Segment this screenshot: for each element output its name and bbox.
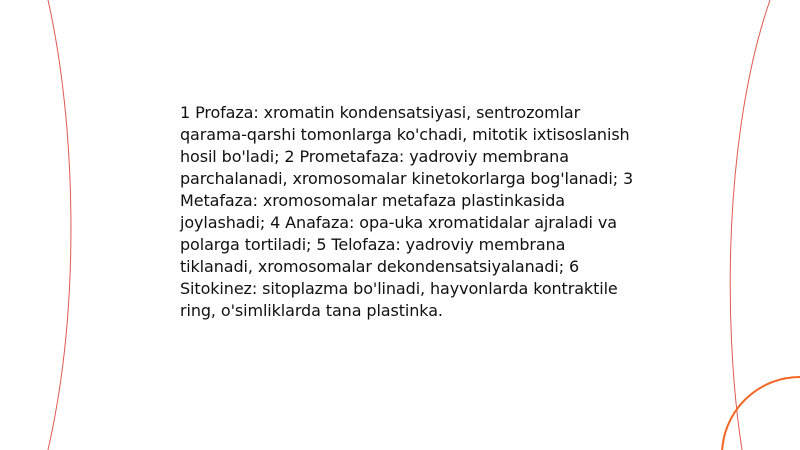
- slide-body-text: 1 Profaza: xromatin kondensatsiyasi, sentrozomlar qarama-qarshi tomonlarga ko'chadi, mitotik ixtisoslanish hosil bo'ladi; 2 Prometafaza: yadroviy membrana parchalanadi, xromosomalar kinetokorlarga bog'lanadi; 3 Metafaza: xromosomalar metafaza plastinkasida joylashadi; 4 Anafaza: opa-uka xromatidalar ajraladi va polarga tortiladi; 5 Telofaza: yadroviy membrana tiklanadi, xromosomalar dekondensatsiyalanadi; 6 Sitokinez: sitoplazma bo'linadi, hayvonlarda kontraktile ring, o'simliklarda tana plastinka.: [180, 103, 634, 320]
- left-arc-line: [48, 0, 71, 450]
- right-arc-line: [730, 0, 770, 450]
- orange-circle-outline: [722, 377, 800, 450]
